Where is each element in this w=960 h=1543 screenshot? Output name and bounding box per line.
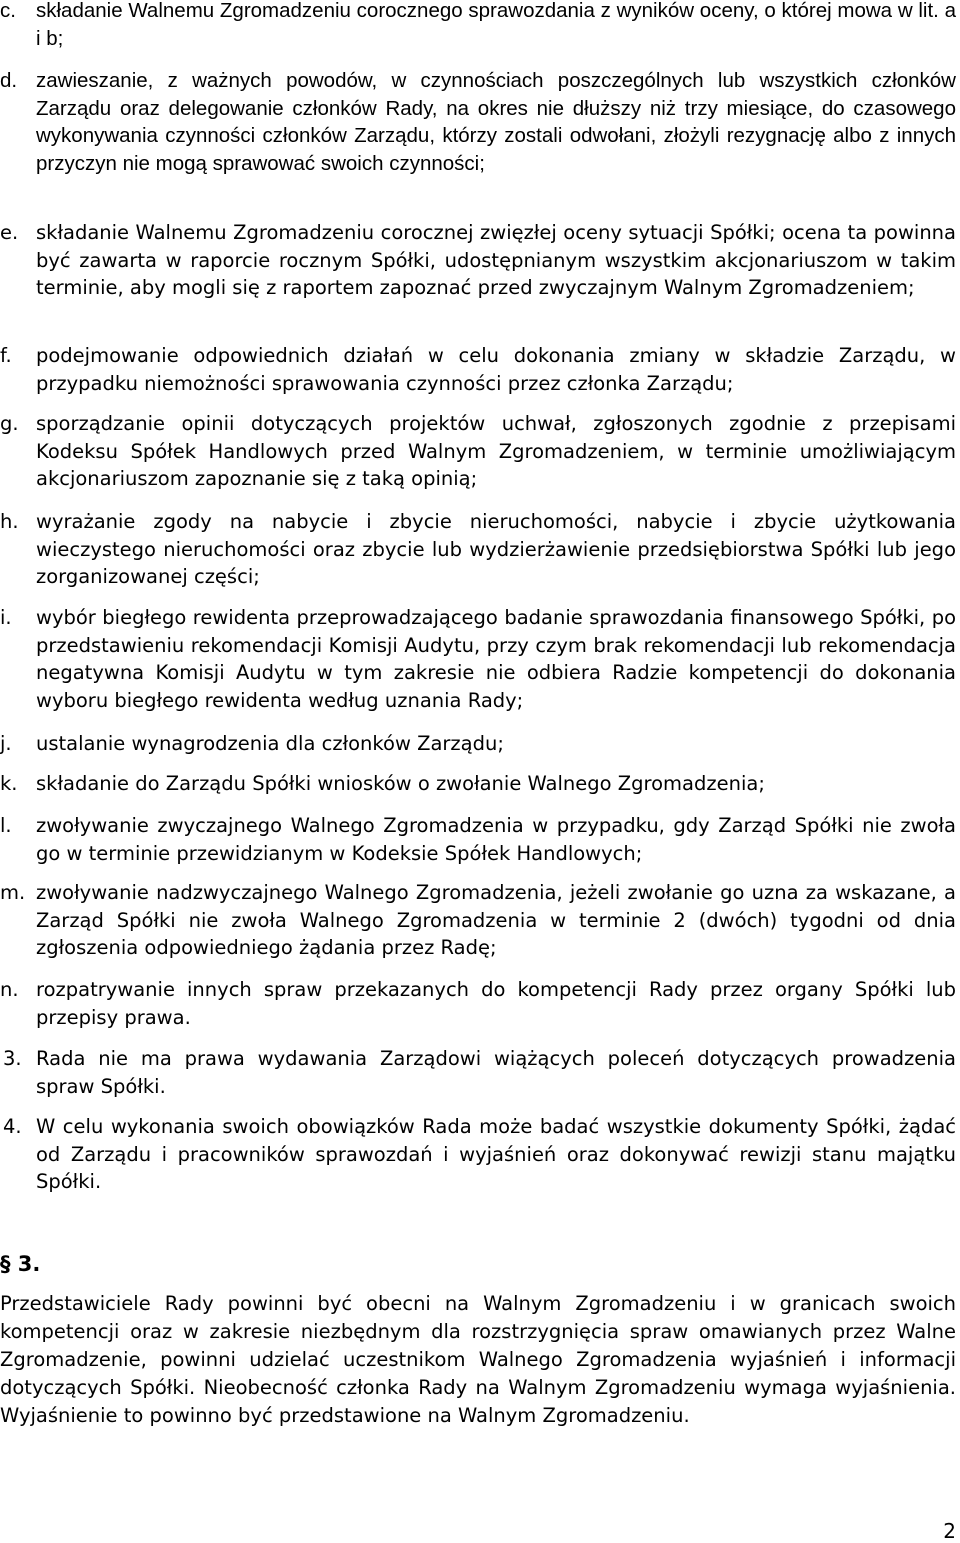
list-item-text: wyrażanie zgody na nabycie i zbycie nieruchomości, nabycie i zbycie użytkowania wieczystego nieruchomości oraz zbycie lub wydzierżawienie przedsiębiorstwa Spółki lub jego zorganizowanej części; [36,510,956,588]
list-item-text: ustalanie wynagrodzenia dla członków Zarządu; [36,732,504,755]
list-item [0,812,956,867]
section-heading: § 3. [0,1252,41,1276]
list-item [0,410,956,493]
list-item-text: składanie Walnemu Zgromadzeniu corocznej zwięzłej oceny sytuacji Spółki; ocena ta powinna być zawarta w raporcie rocznym Spółki, udostępnianym wszystkim akcjonariuszom w takim terminie, aby mogli się z raportem zapoznać przed zwyczajnym Walnym Zgromadzeniem; [36,221,956,299]
section-paragraph: Przedstawiciele Rady powinni być obecni na Walnym Zgromadzeniu i w granicach swoich kompetencji oraz w zakresie niezbędnym dla rozstrzygnięcia spraw omawianych przez Walne Zgromadzenie, powinni udzielać uczestnikom Walnego Zgromadzenia wyjaśnień i informacji dotyczących Spółki. Nieobecność członka Rady na Walnym Zgromadzeniu wymaga wyjaśnienia. Wyjaśnienie to powinno być przedstawione na Walnym Zgromadzeniu. [0,1292,956,1427]
list-marker: d. [0,69,18,92]
numbered-item [3,1113,956,1196]
list-item [0,976,956,1031]
page-number: 2 [943,1519,956,1543]
list-item-text: podejmowanie odpowiednich działań w celu dokonania zmiany w składzie Zarządu, w przypadku niemożności sprawowania czynności przez członka Zarządu; [36,344,956,395]
list-item [0,508,956,591]
numbered-item [3,1045,956,1100]
list-item-text: zwoływanie nadzwyczajnego Walnego Zgromadzenia, jeżeli zwołanie go uzna za wskazane, a Zarząd Spółki nie zwoła Walnego Zgromadzenia w terminie 2 (dwóch) tygodni od dnia zgłoszenia odpowiedniego żądania przez Radę; [36,881,956,959]
list-item [0,0,956,52]
list-marker: n. [0,978,19,1001]
list-item-text: składanie do Zarządu Spółki wniosków o zwołanie Walnego Zgromadzenia; [36,772,765,795]
list-item [0,219,956,302]
numbered-marker: 4. [3,1115,22,1138]
numbered-item-text: Rada nie ma prawa wydawania Zarządowi wiążących poleceń dotyczących prowadzenia spraw Spółki. [36,1047,956,1098]
list-item [0,604,956,714]
list-marker: m. [0,881,26,904]
list-marker: k. [0,772,18,795]
list-marker: e. [0,221,19,244]
list-item [0,342,956,397]
list-marker: i. [0,606,12,629]
numbered-marker: 3. [3,1047,22,1070]
list-item-text: zawieszanie, z ważnych powodów, w czynnościach poszczególnych lub wszystkich członków Zarządu oraz delegowanie członków Rady, na okres nie dłuższy niż trzy miesiące, do czasowego wykonywania czynności członków Zarządu, którzy zostali odwołani, złożyli rezygnację albo z innych przyczyn nie mogą sprawować swoich czynności; [36,69,956,175]
list-item [0,67,956,177]
list-item-text: składanie Walnemu Zgromadzeniu corocznego sprawozdania z wyników oceny, o której mowa w lit. a i b; [36,0,956,50]
list-marker: l. [0,814,12,837]
numbered-item-text: W celu wykonania swoich obowiązków Rada może badać wszystkie dokumenty Spółki, żądać od Zarządu i pracowników sprawozdań i wyjaśnień oraz dokonywać rewizji stanu majątku Spółki. [36,1115,956,1193]
list-marker: h. [0,510,19,533]
list-item-text: zwoływanie zwyczajnego Walnego Zgromadzenia w przypadku, gdy Zarząd Spółki nie zwoła go w terminie przewidzianym w Kodeksie Spółek Handlowych; [36,814,956,865]
list-item-text: wybór biegłego rewidenta przeprowadzającego badanie sprawozdania finansowego Spółki, po przedstawieniu rekomendacji Komisji Audytu, przy czym brak rekomendacji lub rekomendacja negatywna Komisji Audytu w tym zakresie nie odbiera Radzie kompetencji do dokonania wyboru biegłego rewidenta według uznania Rady; [36,606,956,712]
list-marker: c. [0,0,16,22]
list-marker: g. [0,412,19,435]
list-item-text: rozpatrywanie innych spraw przekazanych do kompetencji Rady przez organy Spółki lub przepisy prawa. [36,978,956,1029]
list-marker: j. [0,732,12,755]
list-item [0,730,956,758]
list-item [0,770,956,798]
list-marker: f. [0,344,12,367]
list-item [0,879,956,962]
list-item-text: sporządzanie opinii dotyczących projektów uchwał, zgłoszonych zgodnie z przepisami Kodeksu Spółek Handlowych przed Walnym Zgromadzeniem, w terminie umożliwiającym akcjonariuszom zapoznanie się z taką opinią; [36,412,956,490]
